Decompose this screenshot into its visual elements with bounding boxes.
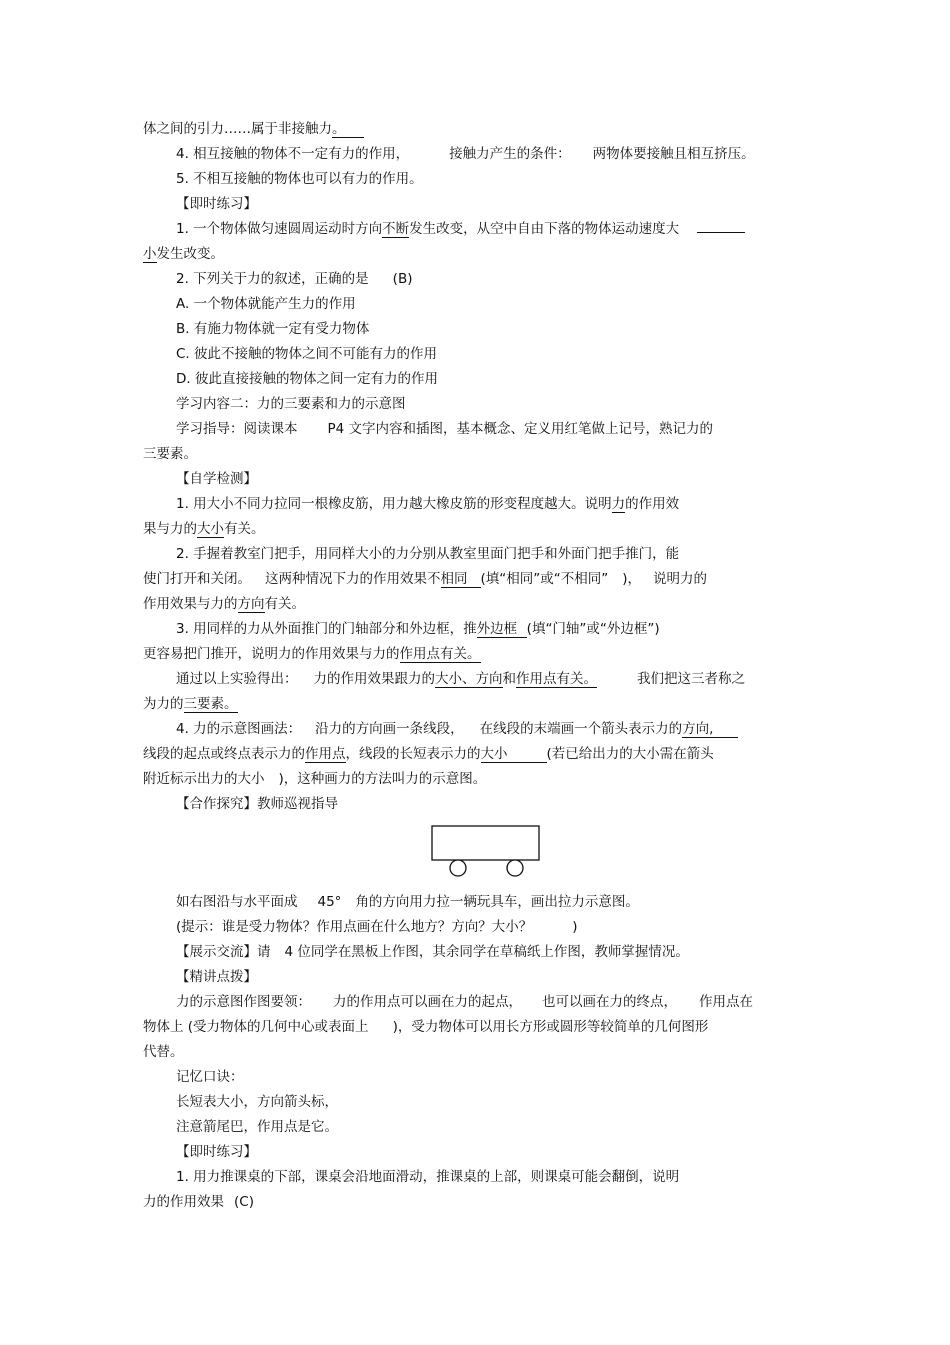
line-2-text-a: 4. 相互接触的物体不一定有力的作用， <box>176 146 410 162</box>
mnemonic-heading <box>176 1068 244 1086</box>
line-1-blank: 。 <box>332 121 364 138</box>
line-2-text-c: 两物体要接触且相互挤压。 <box>592 146 755 162</box>
line-23-text-i: 我们把这三者称之 <box>637 671 745 687</box>
line-26-text-e: (若已给出力的大小需在箭头 <box>546 746 714 762</box>
line-25-text-a: 4. 力的示意图画法： <box>176 721 302 737</box>
mnemonic-text: 注意箭尾巴，作用点是它。 <box>176 1119 338 1135</box>
option-c <box>176 345 437 363</box>
line-5-text-a: 1. 一个物体做匀速圆周运动时方向 <box>176 221 383 237</box>
toy-cart-figure <box>430 824 542 882</box>
text-line-41 <box>143 1193 254 1211</box>
option-a-text: A. 一个物体就能产生力的作用 <box>176 296 356 312</box>
cart-body <box>432 826 539 860</box>
heading-text: 【合作探究】教师巡视指导 <box>176 796 338 812</box>
line-23-sep: 、 <box>462 671 476 687</box>
line-26-text-a: 线段的起点或终点表示力的 <box>143 746 305 762</box>
heading-text: 【即时练习】 <box>176 196 257 212</box>
cart-wheel-right <box>507 860 523 876</box>
line-13-text-a: 学习指导：阅读课本 <box>176 421 298 437</box>
line-31-text-a: 【展示交流】请 <box>176 944 271 960</box>
text-line-24 <box>143 695 238 713</box>
text-line-3 <box>176 170 423 188</box>
line-23-blank-3: 作用点 <box>516 671 557 687</box>
toy-cart-drawing <box>430 824 542 878</box>
mnemonic-line-1 <box>176 1093 338 1111</box>
heading-text: 学习内容二：力的三要素和力的示意图 <box>176 396 406 412</box>
line-27-text-b: )，这种画力的方法叫力的示意图。 <box>278 771 487 787</box>
line-24-text-c: 。 <box>224 696 238 712</box>
text-line-40 <box>176 1168 679 1186</box>
line-14-text: 三要素。 <box>143 446 197 462</box>
line-41-answer: (C) <box>234 1194 254 1210</box>
text-line-2 <box>176 145 755 163</box>
line-5-blank: 不断 <box>382 221 410 237</box>
text-line-25 <box>176 720 738 738</box>
text-line-6 <box>143 245 224 263</box>
line-16-blank: 力 <box>611 496 626 512</box>
option-a <box>176 295 356 313</box>
line-20-text-c: 有关。 <box>264 596 305 612</box>
option-d-text: D. 彼此直接接触的物体之间一定有力的作用 <box>176 371 438 387</box>
line-25-text-b: 沿力的方向画一条线段， <box>315 721 464 737</box>
text-line-19 <box>143 570 707 588</box>
line-29-text-a: 如右图沿与水平面成 <box>176 894 298 910</box>
option-c-text: C. 彼此不接触的物体之间不可能有力的作用 <box>176 346 438 362</box>
question-2 <box>176 270 412 288</box>
option-b <box>176 320 369 338</box>
line-22-blank: 作用点 <box>399 646 440 662</box>
question-2-text: 2. 下列关于力的叙述，正确的是 <box>176 271 369 287</box>
heading-text: 【即时练习】 <box>176 1144 257 1160</box>
section-heading-key-points <box>176 968 257 986</box>
text-line-34 <box>143 1018 708 1036</box>
text-line-31 <box>176 943 689 961</box>
line-29-text-b: 45° <box>317 894 342 910</box>
heading-text: 【精讲点拨】 <box>176 969 257 985</box>
line-20-text-a: 作用效果与力的 <box>143 596 238 612</box>
line-3-text: 5. 不相互接触的物体也可以有力的作用。 <box>176 171 423 187</box>
line-19-blank: 相同 <box>441 571 481 588</box>
line-16-text-c: 的作用效 <box>625 496 680 512</box>
text-line-26 <box>143 745 714 763</box>
text-line-18 <box>176 545 679 563</box>
text-line-33 <box>176 993 753 1011</box>
line-23-blank-2: 方向 <box>475 671 503 687</box>
line-16-text-a: 1. 用大小不同力拉同一根橡皮筋，用力越大橡皮筋的形变程度越大。说明 <box>176 496 612 512</box>
section-heading-instant-practice-2 <box>176 1143 257 1161</box>
text-line-14 <box>143 445 197 463</box>
text-line-27 <box>143 770 486 788</box>
line-33-text-a: 力的示意图作图要领： <box>176 994 311 1010</box>
heading-text: 【自学检测】 <box>176 471 257 487</box>
line-35-text: 代替。 <box>143 1044 184 1060</box>
learning-content-2-heading <box>176 395 406 413</box>
text-line-30 <box>176 918 578 936</box>
mnemonic-line-2 <box>176 1118 338 1136</box>
line-19-text-a: 使门打开和关闭。 <box>143 571 251 587</box>
line-23-blank-1: 大小 <box>435 671 462 687</box>
text-line-35 <box>143 1043 184 1061</box>
line-22-text-a: 更容易把门推开，说明力的作用效果与力的 <box>143 646 400 662</box>
line-41-text-a: 力的作用效果 <box>143 1194 224 1210</box>
line-31-text-b: 4 位同学在黑板上作图，其余同学在草稿纸上作图，教师掌握情况。 <box>284 944 689 960</box>
line-5-text-c: 发生改变，从空中自由下落的物体运动速度大 <box>409 221 680 237</box>
line-23-text-b: 力的作用效果跟力的 <box>313 671 435 687</box>
line-34-text-a: 物体上 (受力物体的几何中心或表面上 <box>143 1019 369 1035</box>
text-line-17 <box>143 520 265 538</box>
text-line-1 <box>143 120 364 138</box>
line-19-text-d: (填“相同”或“不相同” <box>480 571 609 587</box>
line-6-text: 发生改变。 <box>156 246 224 262</box>
text-line-29 <box>176 893 639 911</box>
mnemonic-text: 长短表大小，方向箭头标， <box>176 1094 338 1110</box>
line-21-blank: 外边框 <box>477 621 527 638</box>
line-25-blank: 方向, <box>682 721 738 738</box>
line-17-text-a: 果与力的 <box>143 521 197 537</box>
heading-text: 记忆口诀： <box>176 1069 244 1085</box>
line-33-text-d: 作用点在 <box>699 994 753 1010</box>
line-30-text-a: (提示：谁是受力物体？作用点画在什么地方？方向？大小？ <box>176 919 533 935</box>
line-22-text-c: 有关。 <box>440 646 481 662</box>
line-6-blank: 小 <box>143 246 157 262</box>
option-d <box>176 370 438 388</box>
line-26-blank-2: 大小 <box>481 746 547 763</box>
line-23-text-a: 通过以上实验得出： <box>176 671 298 687</box>
line-25-text-c: 在线段的末端画一个箭头表示力的 <box>479 721 683 737</box>
section-heading-cooperative-inquiry <box>176 795 338 813</box>
line-13-text-b: P4 文字内容和插图，基本概念、定义用红笔做上记号，熟记力的 <box>327 421 714 437</box>
line-17-blank: 大小 <box>197 521 224 537</box>
line-2-text-b: 接触力产生的条件： <box>449 146 571 162</box>
text-line-22 <box>143 645 481 663</box>
section-heading-self-check <box>176 470 257 488</box>
line-23-text-f: 和 <box>502 671 516 687</box>
line-30-text-b: ) <box>572 919 578 935</box>
line-5-empty-blank <box>697 232 745 233</box>
line-1-text: 体之间的引力……属于非接触力 <box>143 121 332 137</box>
option-b-text: B. 有施力物体就一定有受力物体 <box>176 321 370 337</box>
line-27-text-a: 附近标示出力的大小 <box>143 771 265 787</box>
line-33-text-b: 力的作用点可以画在力的起点， <box>333 994 522 1010</box>
line-24-text-a: 为力的 <box>143 696 184 712</box>
line-23-text-h: 有关。 <box>556 671 597 687</box>
line-34-text-b: )，受力物体可以用长方形或圆形等较简单的几何图形 <box>392 1019 709 1035</box>
text-line-21 <box>176 620 660 638</box>
line-24-blank: 三要素 <box>183 696 224 712</box>
text-line-16 <box>176 495 679 513</box>
text-line-20 <box>143 595 305 613</box>
line-19-text-b: 这两种情况下力的作用效果不 <box>265 571 441 587</box>
section-heading-instant-practice <box>176 195 257 213</box>
line-26-blank-1: 作用点 <box>305 746 346 762</box>
line-19-text-e: )， <box>622 571 642 587</box>
line-40-text: 1. 用力推课桌的下部，课桌会沿地面滑动，推课桌的上部，则课桌可能会翻倒，说明 <box>176 1169 680 1185</box>
text-line-23 <box>176 670 745 688</box>
line-18-text: 2. 手握着教室门把手，用同样大小的力分别从教室里面门把手和外面门把手推门，能 <box>176 546 680 562</box>
text-line-13 <box>176 420 713 438</box>
question-2-answer: (B) <box>392 271 413 287</box>
line-33-text-c: 也可以画在力的终点， <box>542 994 677 1010</box>
cart-wheel-left <box>450 860 466 876</box>
line-21-text-c: (填“门轴”或“外边框”) <box>526 621 660 637</box>
line-20-blank: 方向 <box>237 596 265 612</box>
line-26-text-c: ，线段的长短表示力的 <box>345 746 481 762</box>
text-line-5 <box>176 220 745 238</box>
line-29-text-c: 角的方向用力拉一辆玩具车，画出拉力示意图。 <box>355 894 639 910</box>
line-17-text-c: 有关。 <box>224 521 265 537</box>
line-21-text-a: 3. 用同样的力从外面推门的门轴部分和外边框，推 <box>176 621 477 637</box>
line-19-text-f: 说明力的 <box>653 571 708 587</box>
